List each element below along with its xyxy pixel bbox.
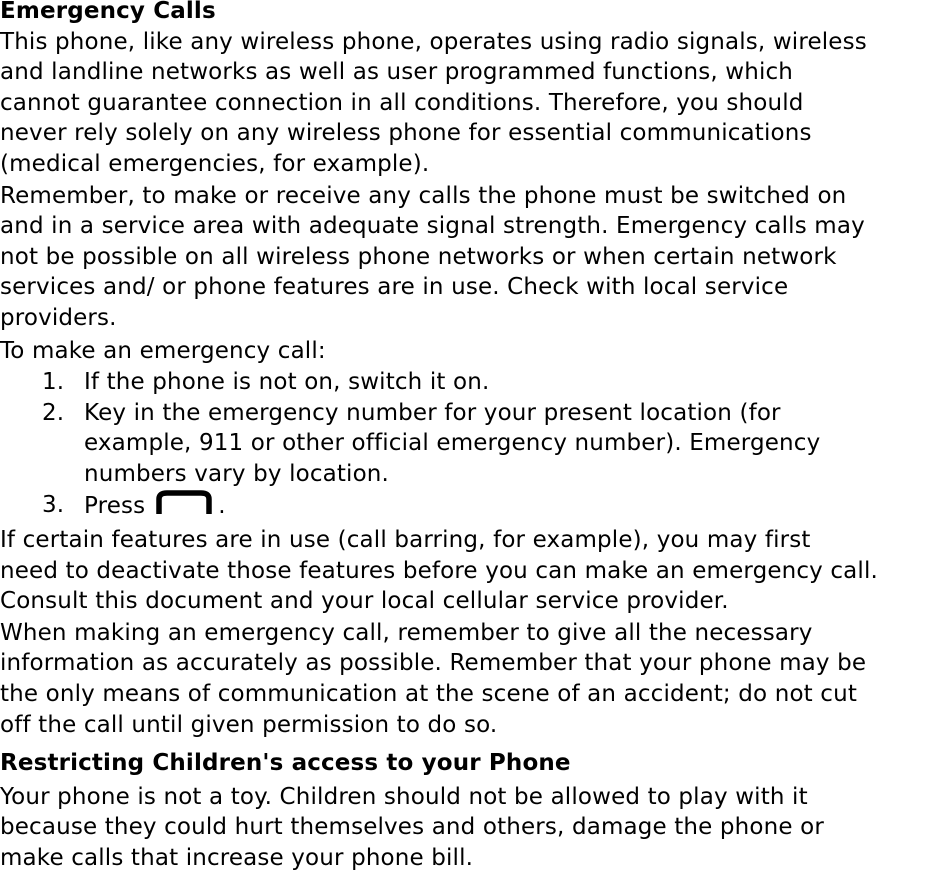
text-line: When making an emergency call, remember to give all the necessary xyxy=(0,619,813,646)
text-line: and landline networks as well as user programmed functions, which xyxy=(0,59,794,86)
text-line: never rely solely on any wireless phone for essential communications xyxy=(0,120,812,147)
paragraph-emergency-intro xyxy=(0,27,946,180)
step-press-period: . xyxy=(218,492,226,519)
text-line: because they could hurt themselves and others, damage the phone or xyxy=(0,814,824,841)
text-line: off the call until given permission to do so. xyxy=(0,711,498,738)
text-line: If the phone is not on, switch it on. xyxy=(84,369,490,396)
emergency-steps-list xyxy=(0,367,946,524)
step-press-text: Press xyxy=(84,492,146,519)
text-line: not be possible on all wireless phone networks or when certain network xyxy=(0,243,837,270)
step-number: 1. xyxy=(42,369,65,396)
paragraph-children xyxy=(0,782,946,874)
text-line: Key in the emergency number for your present location (for xyxy=(84,399,781,426)
text-line: Consult this document and your local cellular service provider. xyxy=(0,588,729,615)
text-line: the only means of communication at the scene of an accident; do not cut xyxy=(0,681,857,708)
text-line: information as accurately as possible. Remember that your phone may be xyxy=(0,650,867,677)
step-number: 2. xyxy=(42,399,65,426)
text-line: make calls that increase your phone bill. xyxy=(0,845,474,872)
paragraph-give-information xyxy=(0,618,946,740)
text-line: Your phone is not a toy. Children should not be allowed to play with it xyxy=(0,783,808,810)
text-line: If certain features are in use (call barring, for example), you may first xyxy=(0,527,811,554)
text-line: Remember, to make or receive any calls the phone must be switched on xyxy=(0,182,847,209)
list-item-step-3 xyxy=(0,490,946,525)
text-line: example, 911 or other official emergency number). Emergency xyxy=(84,430,821,457)
heading-emergency-calls: Emergency Calls xyxy=(0,0,216,24)
paragraph-call-barring xyxy=(0,525,946,617)
text-line: providers. xyxy=(0,304,117,331)
text-line: and in a service area with adequate signal strength. Emergency calls may xyxy=(0,213,865,240)
paragraph-emergency-remember xyxy=(0,181,946,334)
call-key-icon xyxy=(151,490,217,525)
text-line: This phone, like any wireless phone, operates using radio signals, wireless xyxy=(0,28,867,55)
step-number: 3. xyxy=(42,491,65,518)
text-line: cannot guarantee connection in all conditions. Therefore, you should xyxy=(0,89,804,116)
list-item-step-1 xyxy=(0,367,946,398)
text-line: numbers vary by location. xyxy=(84,460,389,487)
text-line: services and/ or phone features are in use. Check with local service xyxy=(0,274,789,301)
paragraph-make-call-intro: To make an emergency call: xyxy=(0,337,326,364)
list-item-step-2 xyxy=(0,398,946,490)
text-line: need to deactivate those features before you can make an emergency call. xyxy=(0,557,878,584)
text-line: (medical emergencies, for example). xyxy=(0,150,430,177)
heading-restricting-children: Restricting Children's access to your Phone xyxy=(0,750,571,777)
